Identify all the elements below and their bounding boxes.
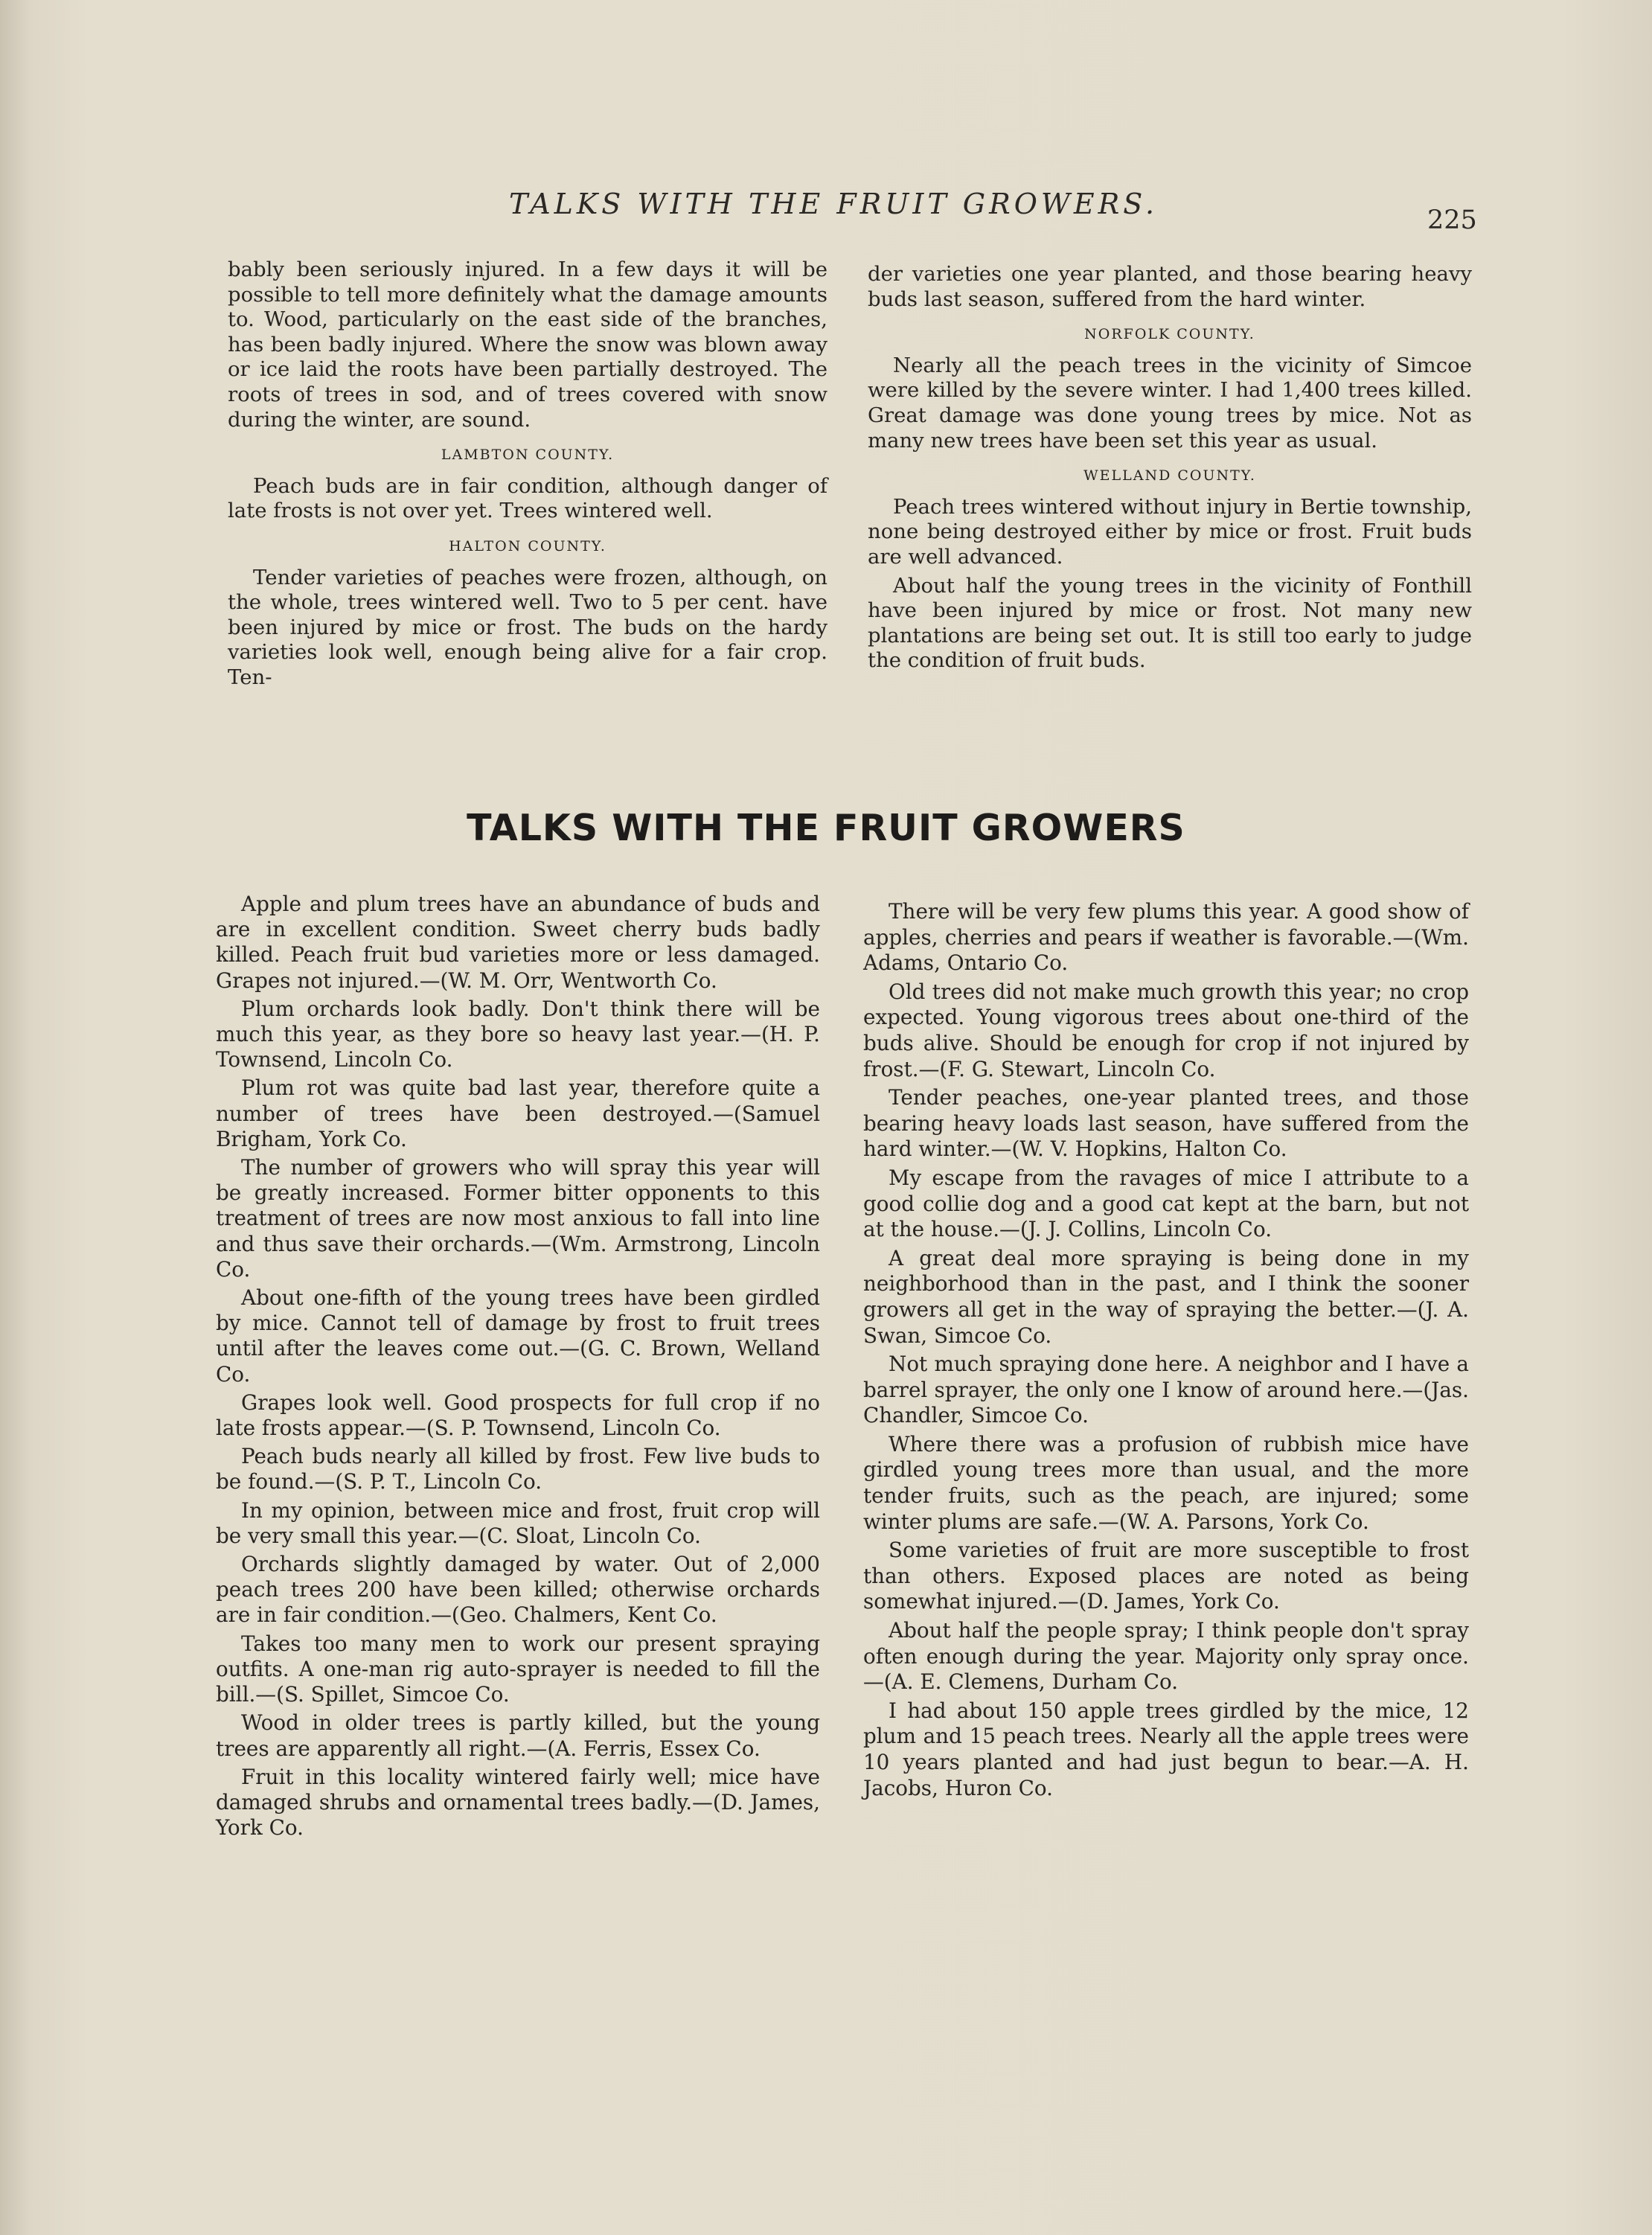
report-paragraph: The number of growers who will spray this year will be greatly increased. Former bitter opponents to this treatment of trees are now most anxious to fall into line and thus save their orchards.—(Wm. Armstrong, Lincoln Co. <box>216 1155 820 1282</box>
page-number: 225 <box>1427 205 1477 235</box>
report-paragraph: A great deal more spraying is being done in my neighborhood than in the past, and I think the sooner growers all get in the way of spraying the better.—(J. A. Swan, Simcoe Co. <box>863 1245 1469 1348</box>
report-paragraph: There will be very few plums this year. A good show of apples, cherries and pears if weather is favorable.—(Wm. Adams, Ontario Co. <box>863 899 1469 976</box>
paragraph: bably been seriously injured. In a few days it will be possible to tell more definitely what the damage amounts to. Wood, particularly on the east side of the branches, has been badly injured. Where the snow was blown away or ice laid the roots have been partially destroyed. The roots of trees in sod, and of trees covered with snow during the winter, are sound. <box>228 258 827 432</box>
report-paragraph: Plum rot was quite bad last year, therefore quite a number of trees have been destroyed.—(Samuel Brigham, York Co. <box>216 1075 820 1151</box>
county-heading-welland: WELLAND COUNTY. <box>1083 467 1256 485</box>
report-paragraph: Tender peaches, one-year planted trees, and those bearing heavy loads last season, have suffered from the hard winter.—(W. V. Hopkins, Halton Co. <box>863 1085 1469 1162</box>
report-paragraph: Apple and plum trees have an abundance of buds and are in excellent condition. Sweet cherry buds badly killed. Peach fruit bud varieties more or less damaged. Grapes not injured.—(W. M. Orr, Wentworth Co. <box>216 892 820 993</box>
report-paragraph: I had about 150 apple trees girdled by the mice, 12 plum and 15 peach trees. Nearly all the apple trees were 10 years planted and had just begun to bear.—A. H. Jacobs, Huron Co. <box>863 1698 1469 1800</box>
paragraph: About half the young trees in the vicinity of Fonthill have been injured by mice or frost. Not many new plantations are being set out. It is still too early to judge the condition of fruit buds. <box>868 573 1472 673</box>
report-paragraph: Takes too many men to work our present spraying outfits. A one-man rig auto-sprayer is needed to fill the bill.—(S. Spillet, Simcoe Co. <box>216 1631 820 1707</box>
report-paragraph: Fruit in this locality wintered fairly well; mice have damaged shrubs and ornamental trees badly.—(D. James, York Co. <box>216 1764 820 1841</box>
report-paragraph: Old trees did not make much growth this year; no crop expected. Young vigorous trees about one-third of the buds alive. Should be enough for crop if not injured by frost.—(F. G. Stewart, Lincoln Co. <box>863 979 1469 1081</box>
paragraph: Peach trees wintered without injury in Bertie township, none being destroyed either by mice or frost. Fruit buds are well advanced. <box>868 494 1472 569</box>
county-heading-halton: HALTON COUNTY. <box>449 537 606 554</box>
section-title: TALKS WITH THE FRUIT GROWERS <box>467 807 1185 849</box>
report-paragraph: Where there was a profusion of rubbish mice have girdled young trees more than usual, and the more tender fruits, such as the peach, are injured; some winter plums are safe.—(W. A. Parsons, York Co. <box>863 1431 1469 1534</box>
running-head: TALKS WITH THE FRUIT GROWERS. <box>508 188 1159 220</box>
report-paragraph: About one-fifth of the young trees have been girdled by mice. Cannot tell of damage by frost to fruit trees until after the leaves come out.—(G. C. Brown, Welland Co. <box>216 1285 820 1387</box>
report-paragraph: Peach buds nearly all killed by frost. Few live buds to be found.—(S. P. T., Lincoln Co. <box>216 1444 820 1494</box>
paragraph: Peach buds are in fair condition, although danger of late frosts is not over yet. Trees wintered well. <box>228 473 827 523</box>
paragraph: der varieties one year planted, and those bearing heavy buds last season, suffered from the hard winter. <box>868 262 1472 311</box>
lower-left-column <box>216 892 820 1844</box>
paragraph: Tender varieties of peaches were frozen, although, on the whole, trees wintered well. Two to 5 per cent. have been injured by mice or frost. The buds on the hardy varieties look well, enough being alive for a fair crop. Ten- <box>228 565 827 689</box>
report-paragraph: Not much spraying done here. A neighbor and I have a barrel sprayer, the only one I know of around here.—(Jas. Chandler, Simcoe Co. <box>863 1352 1469 1428</box>
report-paragraph: My escape from the ravages of mice I attribute to a good collie dog and a good cat kept at the barn, but not at the house.—(J. J. Collins, Lincoln Co. <box>863 1165 1469 1242</box>
report-paragraph: Some varieties of fruit are more susceptible to frost than others. Exposed places are noted as being somewhat injured.—(D. James, York Co. <box>863 1538 1469 1614</box>
report-paragraph: Plum orchards look badly. Don't think there will be much this year, as they bore so heavy last year.—(H. P. Townsend, Lincoln Co. <box>216 996 820 1072</box>
report-paragraph: Grapes look well. Good prospects for full crop if no late frosts appear.—(S. P. Townsend, Lincoln Co. <box>216 1390 820 1441</box>
report-paragraph: Orchards slightly damaged by water. Out of 2,000 peach trees 200 have been killed; otherwise orchards are in fair condition.—(Geo. Chalmers, Kent Co. <box>216 1552 820 1628</box>
report-paragraph: In my opinion, between mice and frost, fruit crop will be very small this year.—(C. Sloat, Lincoln Co. <box>216 1497 820 1548</box>
county-heading-lambton: LAMBTON COUNTY. <box>441 447 615 464</box>
report-paragraph: Wood in older trees is partly killed, but the young trees are apparently all right.—(A. Ferris, Essex Co. <box>216 1710 820 1761</box>
top-left-column <box>228 258 827 694</box>
report-paragraph: About half the people spray; I think people don't spray often enough during the year. Majority only spray once.—(A. E. Clemens, Durham Co. <box>863 1618 1469 1695</box>
top-right-column <box>868 262 1472 677</box>
lower-right-column <box>863 899 1469 1804</box>
paragraph: Nearly all the peach trees in the vicinity of Simcoe were killed by the severe winter. I had 1,400 trees killed. Great damage was done young trees by mice. Not as many new trees have been set this year as usual. <box>868 353 1472 453</box>
county-heading-norfolk: NORFOLK COUNTY. <box>1084 326 1255 343</box>
